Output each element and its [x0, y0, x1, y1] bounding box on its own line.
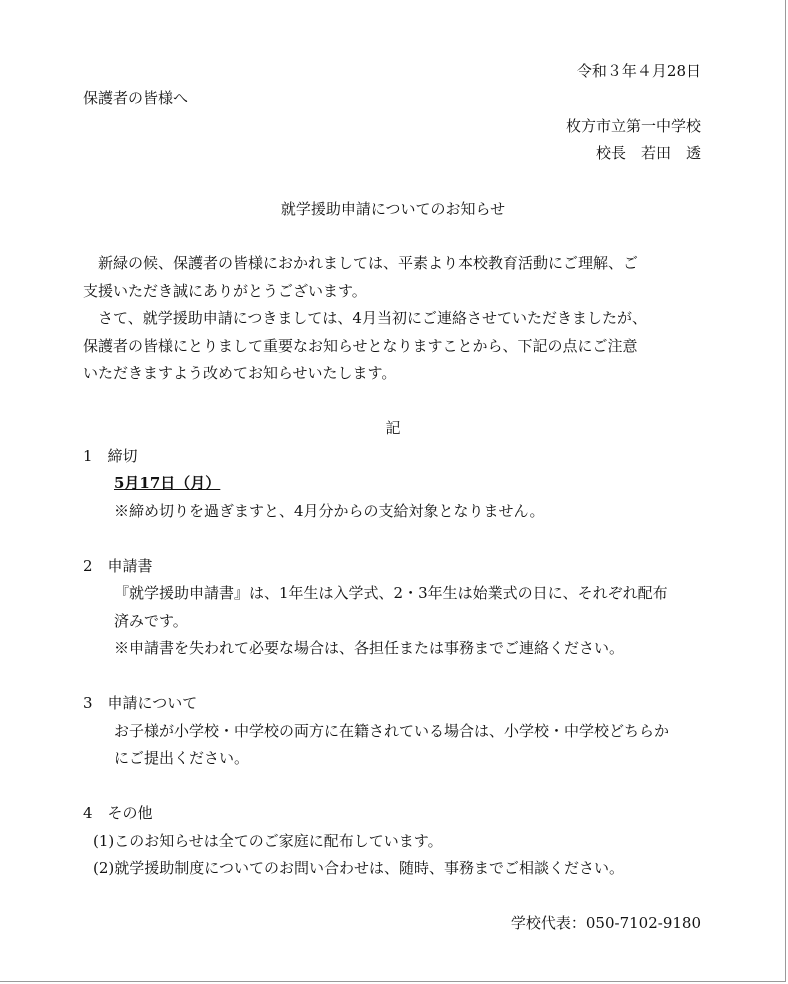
- section-2-line2: 済みです。: [114, 612, 188, 630]
- school-name: 枚方市立第一中学校: [565, 117, 701, 135]
- section-4-heading: 4 その他: [83, 804, 153, 822]
- addressee: 保護者の皆様へ: [83, 89, 189, 107]
- section-3-line1: お子様が小学校・中学校の両方に在籍されている場合は、小学校・中学校どちらか: [114, 722, 670, 740]
- body-p1-line1: 新緑の候、保護者の皆様におかれましては、平素より本校教育活動にご理解、ご: [98, 254, 639, 272]
- deadline-date: 5月17日（月）: [114, 474, 221, 492]
- deadline-note: ※締め切りを過ぎますと、4月分からの支給対象となりません。: [114, 502, 545, 520]
- section-4-item1: (1)このお知らせは全てのご家庭に配布しています。: [93, 832, 443, 850]
- contact-phone: 学校代表：050-7102-9180: [510, 914, 701, 932]
- body-p2-line2: 保護者の皆様にとりまして重要なお知らせとなりますことから、下記の点にご注意: [83, 337, 638, 355]
- section-3-heading: 3 申請について: [83, 694, 198, 712]
- section-2-line1: 『就学援助申請書』は、1年生は入学式、2・3年生は始業式の日に、それぞれ配布: [114, 584, 668, 602]
- principal-name: 校長 若田 透: [595, 144, 701, 162]
- section-4-item2: (2)就学援助制度についてのお問い合わせは、随時、事務までご相談ください。: [93, 859, 624, 877]
- section-2-note: ※申請書を失われて必要な場合は、各担任または事務までご連絡ください。: [114, 639, 625, 657]
- section-2-heading: 2 申請書: [83, 557, 153, 575]
- document-title: 就学援助申請についてのお知らせ: [280, 200, 506, 218]
- section-1-heading: 1 締切: [83, 447, 138, 465]
- section-3-line2: にご提出ください。: [114, 749, 250, 767]
- ki-label: 記: [385, 419, 401, 437]
- date: 令和３年４月28日: [576, 62, 701, 80]
- body-p2-line1: さて、就学援助申請につきましては、4月当初にご連絡させていただきましたが、: [98, 309, 647, 327]
- body-p1-line2: 支援いただき誠にありがとうございます。: [83, 282, 367, 300]
- body-p2-line3: いただきますよう改めてお知らせいたします。: [83, 364, 397, 382]
